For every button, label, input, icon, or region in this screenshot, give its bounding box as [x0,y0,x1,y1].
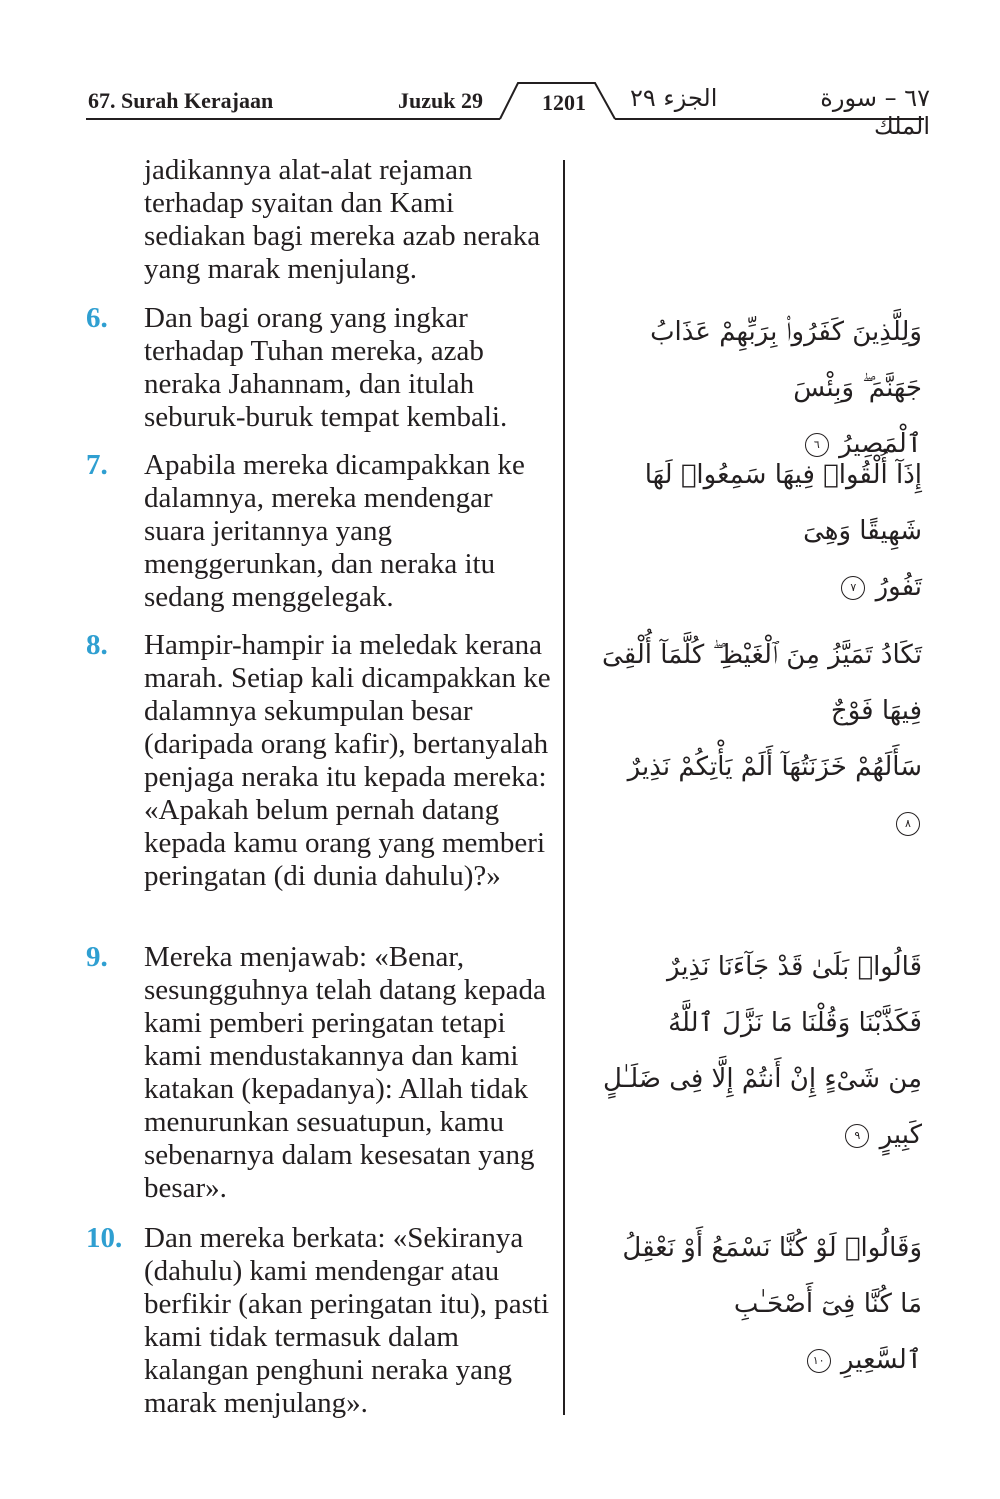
ayah-marker: ١٠ [807,1349,831,1373]
verse-number: 6. [86,302,108,334]
arabic-line-end: سَأَلَهُمْ خَزَنَتُهَآ أَلَمْ يَأْتِكُمْ نَذِيرٌ ٨ [600,739,922,851]
verse-number: 10. [86,1222,123,1254]
verse-number: 8. [86,629,108,661]
arabic-line-end: تَفُورُ ٧ [600,559,922,615]
arabic-line: وَلِلَّذِينَ كَفَرُوا۟ بِرَبِّهِمْ عَذَابُ جَهَنَّمَ ۖ وَبِئْسَ [650,317,922,403]
page-header [0,80,1000,140]
arabic-verse [600,447,922,615]
translation-text: Apabila mereka dicampakkan ke dalamnya, mereka mendengar suara jeritannya yang menggerunkan, dan neraka itu sedang menggelegak. [144,449,525,613]
verse-number: 7. [86,449,108,481]
arabic-line: إِذَآ أُلْقُوا۟ فِيهَا سَمِعُوا۟ لَهَا شَهِيقًا وَهِىَ [644,460,922,546]
juz-label-arabic: الجزء ٢٩ [630,84,718,112]
ayah-marker: ٦ [805,433,829,457]
verse-translation [86,302,561,434]
verse-translation [86,941,561,1205]
ayah-marker: ٧ [841,576,865,600]
translation-text: Dan mereka berkata: «Sekiranya (dahulu) kami mendengar atau berfikir (akan peringatan itu), pasti kami tidak termasuk dalam kalangan penghuni neraka yang marak menjulang». [144,1222,550,1419]
verse-translation [86,449,561,614]
arabic-line-end: ٱلسَّعِيرِ ١٠ [600,1332,922,1388]
arabic-verse [600,627,922,851]
arabic-line: قَالُوا۟ بَلَىٰ قَدْ جَآءَنَا نَذِيرٌ فَكَذَّبْنَا وَقُلْنَا مَا نَزَّلَ ٱللَّهُ [666,952,922,1038]
ayah-marker: ٨ [896,812,920,836]
translation-text: Mereka menjawab: «Benar, sesungguhnya telah datang kepada kami pemberi peringatan tetapi kami mendustakannya dan kami katakan (kepadanya): Allah tidak menurunkan sesuatupun, kamu sebenarnya dalam kesesatan yang besar». [144,941,546,1204]
arabic-verse [600,939,922,1163]
page-number: 1201 [542,90,586,115]
translation-text: Hampir-hampir ia meledak kerana marah. Setiap kali dicampakkan ke dalamnya sekumpulan besar (daripada orang kafir), bertanyalah penjaga neraka itu kepada mereka: «Apakah belum pernah datang kepada kamu orang yang memberi peringatan (di dunia dahulu)?» [144,629,551,892]
column-divider [563,160,565,1415]
arabic-verse [600,1220,922,1388]
surah-title-latin: 67. Surah Kerajaan [88,88,274,113]
translation-text: Dan bagi orang yang ingkar terhadap Tuhan mereka, azab neraka Jahannam, dan itulah seburuk-buruk tempat kembali. [144,302,508,433]
surah-title-arabic: ٦٧ – سورة الملك [820,84,930,140]
arabic-line: تَكَادُ تَمَيَّزُ مِنَ ٱلْغَيْظِ ۖ كُلَّمَآ أُلْقِىَ فِيهَا فَوْجٌ [602,640,922,726]
verse-translation [86,629,561,893]
arabic-line-end: مِن شَىْءٍ إِنْ أَنتُمْ إِلَّا فِى ضَلَـٰلٍ كَبِيرٍ ٩ [602,1064,922,1150]
verse-number: 9. [86,941,108,973]
ayah-marker: ٩ [845,1124,869,1148]
arabic-line: وَقَالُوا۟ لَوْ كُنَّا نَسْمَعُ أَوْ نَعْقِلُ مَا كُنَّا فِىٓ أَصْحَـٰبِ [622,1233,922,1319]
continuation-text: jadikannya alat-alat rejaman terhadap syaitan dan Kami sediakan bagi mereka azab neraka yang marak menjulang. [144,154,541,285]
arabic-line-end: ٱلْمَصِيرُ ٦ [600,416,922,472]
verse-translation [86,1222,561,1420]
juz-label-latin: Juzuk 29 [398,88,483,113]
